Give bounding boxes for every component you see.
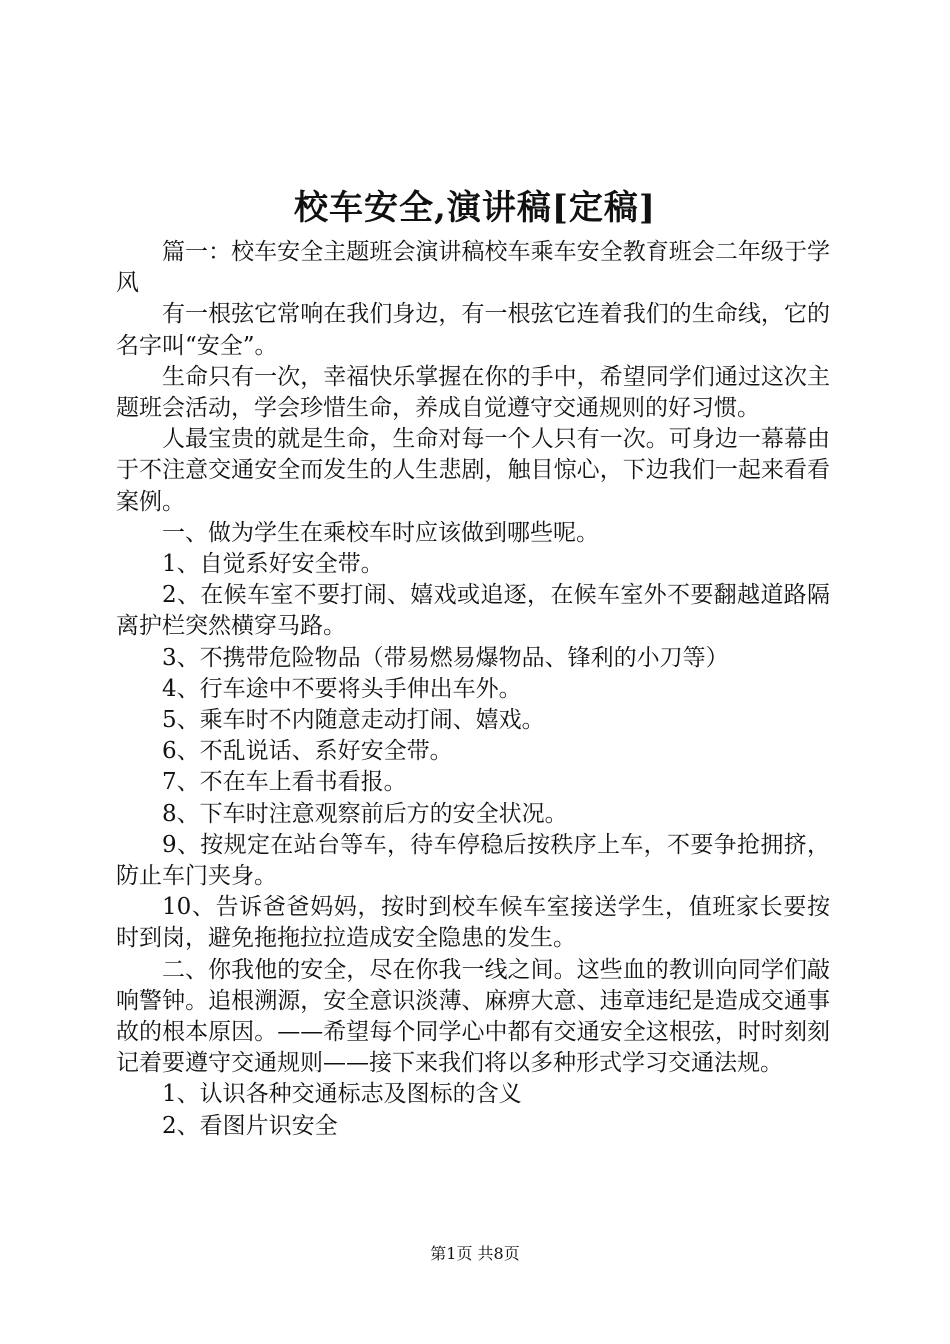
list-item: 1、自觉系好安全带。 (162, 551, 384, 578)
list-item: 2、在候车室不要打闹、嬉戏或追逐，在候车室外不要翻越道路隔离护栏突然横穿马路。 (116, 582, 830, 640)
list-item: 2、看图片识安全 (162, 1112, 338, 1139)
list-item: 8、下车时注意观察前后方的安全状况。 (162, 800, 568, 827)
section-heading: 二、你我他的安全，尽在你我一线之间。这些血的教训向同学们敲响警钟。追根溯源，安全意识淡薄、麻痹大意、违章违纪是造成交通事故的根本原因。——希望每个同学心中都有交通安全这根弦，时时刻刻记着要遵守交通规则——接下来我们将以多种形式学习交通法规。 (116, 956, 830, 1077)
list-item: 1、认识各种交通标志及图标的含义 (162, 1081, 522, 1108)
list-item: 7、不在车上看书看报。 (162, 769, 407, 796)
list-item: 9、按规定在站台等车，待车停稳后按秩序上车，不要争抢拥挤，防止车门夹身。 (116, 831, 830, 890)
list-item: 10、告诉爸爸妈妈，按时到校车候车室接送学生，值班家长要按时到岗，避免拖拖拉拉造成安全隐患的发生。 (116, 894, 830, 952)
paragraph: 生命只有一次，幸福快乐掌握在你的手中，希望同学们通过这次主题班会活动，学会珍惜生命，养成自觉遵守交通规则的好习惯。 (116, 363, 830, 422)
page-footer: 第1页 共8页 (430, 1244, 520, 1263)
paragraph: 人最宝贵的就是生命，生命对每一个人只有一次。可身边一幕幕由于不注意交通安全而发生的人生悲剧，触目惊心，下边我们一起来看看案例。 (116, 426, 830, 515)
paragraph: 篇一：校车安全主题班会演讲稿校车乘车安全教育班会二年级于学风 (116, 239, 830, 297)
list-item: 6、不乱说话、系好安全带。 (162, 738, 453, 765)
list-item: 4、行车途中不要将头手伸出车外。 (162, 675, 522, 702)
section-heading: 一、做为学生在乘校车时应该做到哪些呢。 (162, 519, 599, 546)
paragraph: 有一根弦它常响在我们身边，有一根弦它连着我们的生命线，它的名字叫“安全”。 (116, 301, 830, 359)
list-item: 5、乘车时不内随意走动打闹、嬉戏。 (162, 707, 545, 734)
document-title: 校车安全,演讲稿[定稿] (293, 188, 656, 228)
document-body (116, 237, 830, 1142)
list-item: 3、不携带危险物品（带易燃易爆物品、锋利的小刀等） (162, 644, 729, 671)
